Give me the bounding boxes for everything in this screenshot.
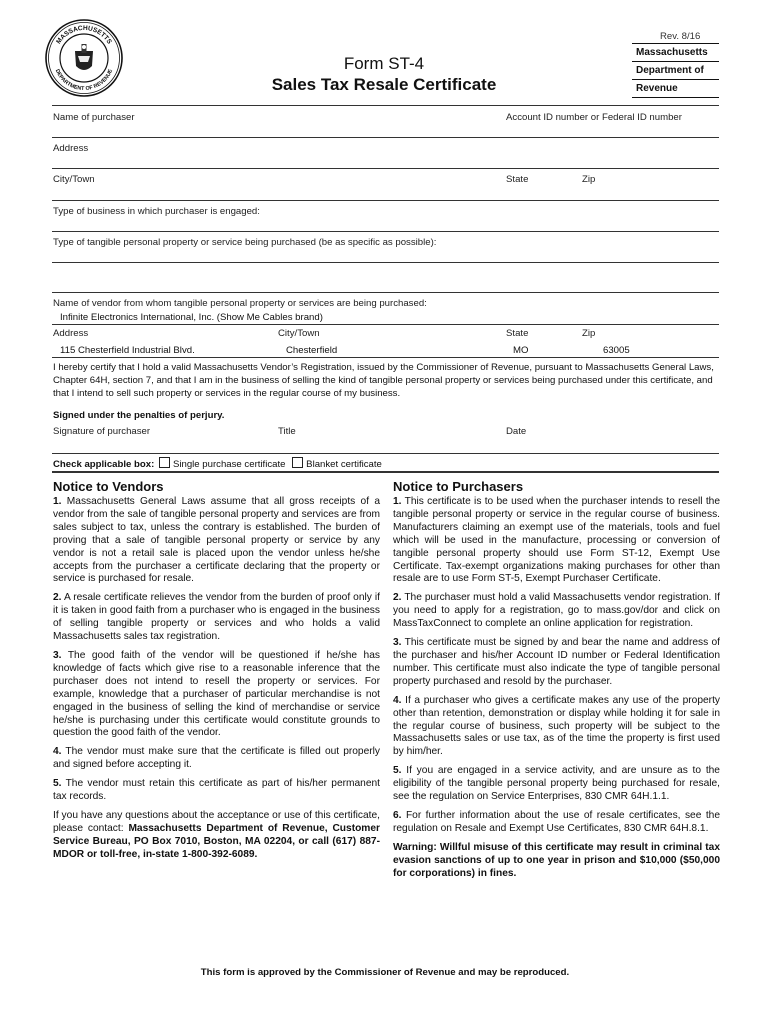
agency-line-2: Department of: [636, 65, 704, 76]
purchaser-address-label: Address: [53, 143, 89, 154]
single-purchase-checkbox[interactable]: [159, 457, 170, 468]
purchaser-zip-label: Zip: [582, 174, 596, 185]
purchaser-zip-field[interactable]: [581, 186, 719, 198]
business-type-field[interactable]: [260, 206, 719, 218]
purchaser-notice-item: 3. This certificate must be signed by and bear the name and address of the purchaser and his/her Account ID number or Federal Identification number. This certificate must also indicate the type of tangible personal property purchased and resold by the purchaser.: [393, 637, 720, 687]
vendor-contact-paragraph: If you have any questions about the acceptance or use of this certificate, please contact: Massachusetts Department of Revenue, Customer Service Bureau, PO Box 7010, Boston, MA 02204, or call (617) 887-MDOR or toll-free, in-state 1-800-392-6089.: [53, 809, 380, 860]
signed-under-perjury: Signed under the penalties of perjury.: [53, 410, 225, 421]
purchaser-address-field[interactable]: [52, 155, 719, 167]
purchaser-notice-item: 6. For further information about the use of resale certificates, see the regulation on Resale and Exempt Use Certificates, 830 CMR 64H.8.1.: [393, 809, 720, 834]
check-applicable-row: [53, 457, 382, 470]
header-divider: [52, 105, 719, 106]
vendor-notice-item: 4. The vendor must make sure that the certificate is filled out properly and signed before accepting it.: [53, 746, 380, 771]
purchaser-name-label: Name of purchaser: [53, 112, 135, 123]
dor-seal-logo: [44, 18, 124, 98]
vendor-notice-item: 5. The vendor must retain this certificate as part of his/her permanent tax records.: [53, 778, 380, 803]
vendor-city-label: City/Town: [278, 328, 320, 339]
purchaser-notice-item: 4. If a purchaser who gives a certificate makes any use of the property other than retention, demonstration or display while holding it for sale in the regular course of business, such property will be subject to the Massachusetts sales or use tax, as of the time the property is first used by him/her.: [393, 694, 720, 758]
property-type-field[interactable]: [52, 249, 719, 289]
purchasers-notice-body: [393, 496, 720, 886]
vendor-state-value[interactable]: MO: [513, 345, 529, 356]
vendor-zip-value[interactable]: 63005: [603, 345, 630, 356]
check-applicable-label: Check applicable box:: [53, 459, 155, 470]
vendor-name-value[interactable]: Infinite Electronics International, Inc. (Show Me Cables brand): [60, 312, 323, 323]
vendors-notice-body: [53, 496, 380, 868]
vendor-state-label: State: [506, 328, 529, 339]
purchaser-name-field[interactable]: [52, 124, 502, 136]
date-field[interactable]: [505, 438, 719, 452]
agency-line-3: Revenue: [636, 83, 678, 94]
purchasers-notice-heading: Notice to Purchasers: [393, 479, 524, 494]
blanket-checkbox[interactable]: [292, 457, 303, 468]
signature-label: Signature of purchaser: [53, 426, 151, 437]
purchaser-city-field[interactable]: [52, 186, 502, 198]
form-title: Sales Tax Resale Certificate: [271, 75, 497, 94]
vendor-notice-item: 2. A resale certificate relieves the vendor from the burden of proof only if it is taken in good faith from a purchaser who is engaged in the business of selling tangible property or services and who holds a valid Massachusetts sales tax registration.: [53, 592, 380, 643]
date-label: Date: [506, 426, 527, 437]
signature-field[interactable]: [52, 438, 274, 452]
purchaser-notice-item: 1. This certificate is to be used when the purchaser intends to resell the tangible personal property or service in the regular course of business. Manufacturers claiming an exempt use of the materials, tools and fuel which will be used in the manufacture, processing or conversion of tangible personal property should use Form ST-12, Exempt Use Certificate. Tax-exempt organizations making purchases for other than resale are to use Form ST-5, Exempt Purchaser Certificate.: [393, 496, 720, 585]
svg-text:DEPARTMENT OF REVENUE: DEPARTMENT OF REVENUE: [53, 68, 115, 93]
purchaser-notice-item: 2. The purchaser must hold a valid Massachusetts vendor registration. If you need to apply for a registration, go to mass.gov/dor and click on MassTaxConnect to complete an online application for registration.: [393, 592, 720, 630]
purchaser-notice-item: 5. If you are engaged in a service activity, and are unsure as to the eligibility of the tangible personal property being purchased for resale, see the regulation on Service Enterprises, 830 CMR 64H.1.1.: [393, 765, 720, 803]
business-type-label: Type of business in which purchaser is engaged:: [53, 206, 260, 217]
account-id-field[interactable]: [505, 124, 719, 136]
single-purchase-label: Single purchase certificate: [172, 459, 286, 470]
purchaser-state-field[interactable]: [505, 186, 579, 198]
vendors-notice-heading: Notice to Vendors: [53, 479, 164, 494]
purchaser-state-label: State: [506, 174, 529, 185]
vendor-address-label: Address: [53, 328, 89, 339]
agency-line-1: Massachusetts: [636, 47, 708, 58]
purchaser-city-label: City/Town: [53, 174, 95, 185]
certification-text: I hereby certify that I hold a valid Massachusetts Vendor’s Registration, issued by the Commissioner of Revenue, pursuant to Massachusetts General Laws, Chapter 64H, section 7, and that I am in the business of selling the kind of tangible personal property or services being purchased under this certificate, and that I intend to sell such property or services in the regular course of my business.: [53, 362, 714, 399]
vendor-address-value[interactable]: 115 Chesterfield Industrial Blvd.: [60, 345, 195, 356]
title-field[interactable]: [276, 438, 502, 452]
footer-note: This form is approved by the Commissioner of Revenue and may be reproduced.: [200, 967, 570, 978]
revision-date: Rev. 8/16: [660, 31, 701, 42]
vendor-city-value[interactable]: Chesterfield: [286, 345, 338, 356]
blanket-label: Blanket certificate: [306, 459, 382, 470]
svg-text:MASSACHUSETTS: MASSACHUSETTS: [55, 24, 113, 46]
property-type-label: Type of tangible personal property or service being purchased (be as specific as possible):: [53, 237, 437, 248]
vendor-notice-item: 3. The good faith of the vendor will be questioned if he/she has knowledge of facts which give rise to a reasonable inference that the purchaser does not intend to resell the property or services. For example, knowledge that a purchaser of particular merchandise is not engaged in the business of selling the kind of merchandise or service he/she is purchasing under this certificate would constitute grounds to question the good faith of the vendor.: [53, 649, 380, 739]
vendor-name-label: Name of vendor from whom tangible personal property or services are being purchased:: [53, 298, 427, 309]
misuse-warning: Warning: Willful misuse of this certificate may result in criminal tax evasion sanctions of up to one year in prison and $10,000 ($50,000 for corporations) in fines.: [393, 841, 720, 879]
vendor-zip-label: Zip: [582, 328, 596, 339]
title-label: Title: [278, 426, 296, 437]
form-number: Form ST-4: [343, 54, 425, 73]
account-id-label: Account ID number or Federal ID number: [506, 112, 682, 123]
agency-block: [632, 43, 719, 98]
vendor-notice-item: 1. Massachusetts General Laws assume that all gross receipts of a vendor from the sale of tangible personal property and services are from sales subject to tax, unless the contrary is established. The burden of proving that a sale of tangible personal property or service by any vendor is not a retail sale is placed upon the vendor unless he/she accepts from the purchaser a certificate declaring that the property or service is purchased for resale.: [53, 496, 380, 585]
